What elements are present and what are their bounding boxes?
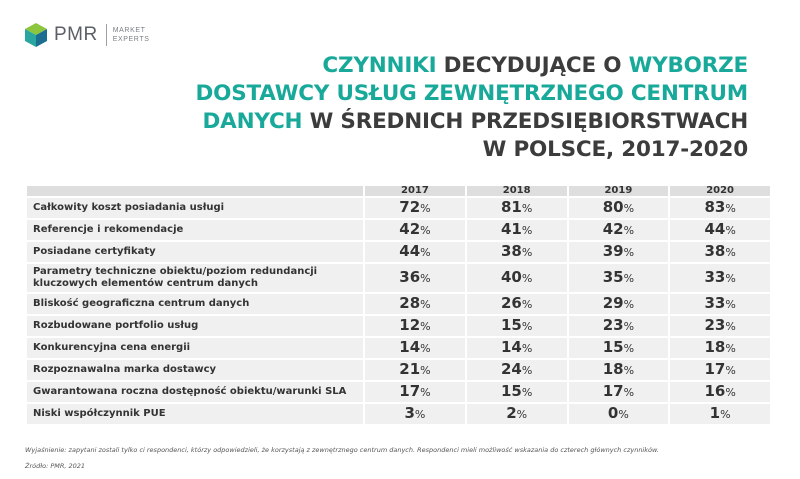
value-unit: % (521, 224, 533, 237)
value-cell (365, 220, 465, 240)
table-row (27, 338, 770, 358)
table-row (27, 382, 770, 402)
value-cell (670, 382, 770, 402)
value-cell (569, 338, 669, 358)
value-number: 42 (602, 220, 624, 238)
value-unit: % (521, 298, 533, 311)
value-unit: % (725, 272, 736, 285)
value-unit: % (623, 298, 635, 311)
value-unit: % (420, 364, 431, 377)
value-unit: % (623, 364, 635, 377)
row-label: Gwarantowana roczna dostępność obiektu/warunki SLA (27, 382, 363, 402)
value-number: 28 (399, 294, 421, 312)
pmr-logo (24, 22, 149, 48)
value-number: 24 (500, 360, 522, 378)
value-cell (569, 220, 669, 240)
value-cell (670, 242, 770, 262)
value-cell (365, 338, 465, 358)
row-label: Rozpoznawalna marka dostawcy (27, 360, 363, 380)
value-cell (569, 198, 669, 218)
value-unit: % (725, 224, 736, 237)
value-unit: % (725, 202, 736, 215)
value-number: 44 (399, 242, 421, 260)
value-unit: % (725, 320, 736, 333)
value-unit: % (521, 364, 533, 377)
table-header-row (27, 186, 770, 196)
value-unit: % (420, 386, 431, 399)
value-number: 15 (500, 316, 522, 334)
value-number: 81 (500, 198, 522, 216)
value-number: 38 (704, 242, 726, 260)
value-number: 2 (506, 404, 517, 422)
value-number: 29 (602, 294, 624, 312)
value-cell (467, 316, 567, 336)
value-cell (365, 264, 465, 292)
value-number: 14 (399, 338, 421, 356)
value-number: 41 (500, 220, 522, 238)
value-cell (670, 220, 770, 240)
value-unit: % (725, 246, 736, 259)
value-cell (365, 404, 465, 424)
value-cell (569, 404, 669, 424)
value-unit: % (725, 364, 736, 377)
value-cell (467, 382, 567, 402)
value-cell (569, 242, 669, 262)
value-number: 17 (602, 382, 624, 400)
value-number: 26 (500, 294, 522, 312)
value-number: 42 (399, 220, 421, 238)
year-header: 2017 (365, 186, 465, 196)
logo-divider (106, 24, 107, 46)
value-unit: % (618, 408, 629, 421)
row-label: Posiadane certyfikaty (27, 242, 363, 262)
table-row (27, 316, 770, 336)
value-number: 80 (602, 198, 624, 216)
table-row (27, 198, 770, 218)
value-unit: % (725, 298, 736, 311)
row-label: Referencje i rekomendacje (27, 220, 363, 240)
year-header: 2019 (569, 186, 669, 196)
value-cell (467, 294, 567, 314)
title-part-2: DECYDUJĄCE O (436, 53, 629, 78)
value-cell (365, 360, 465, 380)
value-cell (670, 338, 770, 358)
value-unit: % (420, 224, 431, 237)
value-number: 83 (704, 198, 726, 216)
value-number: 36 (399, 268, 421, 286)
table-row (27, 264, 770, 292)
row-label: Parametry techniczne obiektu/poziom redundancji kluczowych elementów centrum danych (27, 264, 363, 292)
header-label-cell (27, 186, 363, 196)
value-cell (670, 264, 770, 292)
value-cell (365, 294, 465, 314)
value-unit: % (420, 272, 431, 285)
title-part-1: CZYNNIKI (322, 53, 437, 78)
value-number: 18 (704, 338, 726, 356)
value-cell (467, 338, 567, 358)
value-unit: % (623, 202, 635, 215)
value-cell (569, 264, 669, 292)
table-row (27, 360, 770, 380)
logo-subtitle-line1: MARKET (112, 27, 146, 34)
value-unit: % (720, 408, 731, 421)
value-number: 35 (602, 268, 624, 286)
value-cell (569, 360, 669, 380)
value-cell (365, 198, 465, 218)
value-unit: % (623, 342, 635, 355)
title-part-4: W ŚREDNICH PRZEDSIĘBIORSTWACH W POLSCE, 2017-2020 (302, 109, 748, 162)
value-number: 18 (602, 360, 624, 378)
value-cell (467, 404, 567, 424)
table-row (27, 242, 770, 262)
value-cell (670, 198, 770, 218)
value-number: 17 (399, 382, 421, 400)
value-cell (670, 360, 770, 380)
value-number: 44 (704, 220, 726, 238)
value-unit: % (521, 202, 533, 215)
value-number: 38 (500, 242, 522, 260)
value-number: 14 (500, 338, 522, 356)
value-unit: % (414, 408, 426, 421)
value-cell (670, 404, 770, 424)
logo-name: PMR (54, 24, 98, 45)
title-part-3: WYBORZE DOSTAWCY USŁUG ZEWNĘTRZNEGO CENTRUM DANYCH (195, 53, 748, 134)
footnote: Wyjaśnienie: zapytani zostali tylko ci respondenci, którzy odpowiedzieli, że korzystają z zewnętrznego centrum danych. Respondenci mieli możliwość wskazania do czterech głównych czynników. (25, 446, 659, 454)
value-cell (467, 198, 567, 218)
value-unit: % (521, 272, 533, 285)
value-unit: % (725, 342, 736, 355)
row-label: Rozbudowane portfolio usług (27, 316, 363, 336)
value-number: 21 (399, 360, 421, 378)
value-number: 16 (704, 382, 726, 400)
value-number: 23 (704, 316, 726, 334)
value-unit: % (623, 386, 635, 399)
value-cell (569, 316, 669, 336)
value-number: 0 (607, 404, 619, 422)
factors-table (25, 184, 772, 426)
table-row (27, 220, 770, 240)
value-unit: % (623, 246, 635, 259)
value-number: 17 (704, 360, 726, 378)
value-cell (467, 242, 567, 262)
value-unit: % (420, 246, 431, 259)
value-unit: % (521, 320, 533, 333)
value-unit: % (623, 320, 635, 333)
value-number: 15 (602, 338, 624, 356)
value-unit: % (521, 342, 533, 355)
value-unit: % (420, 298, 431, 311)
value-number: 40 (500, 268, 522, 286)
value-cell (365, 242, 465, 262)
value-unit: % (420, 202, 431, 215)
value-cell (670, 316, 770, 336)
table-body (27, 198, 770, 424)
table-row (27, 404, 770, 424)
value-number: 33 (704, 268, 726, 286)
value-unit: % (516, 408, 528, 421)
value-number: 15 (500, 382, 522, 400)
year-header: 2018 (467, 186, 567, 196)
value-number: 1 (709, 404, 721, 422)
value-number: 12 (399, 316, 421, 334)
value-unit: % (623, 272, 635, 285)
value-cell (467, 220, 567, 240)
value-unit: % (521, 386, 533, 399)
value-cell (365, 382, 465, 402)
value-unit: % (521, 246, 533, 259)
value-unit: % (623, 224, 635, 237)
value-cell (569, 382, 669, 402)
value-number: 23 (602, 316, 624, 334)
value-unit: % (725, 386, 736, 399)
row-label: Bliskość geograficzna centrum danych (27, 294, 363, 314)
value-number: 39 (602, 242, 624, 260)
table-row (27, 294, 770, 314)
row-label: Niski współczynnik PUE (27, 404, 363, 424)
logo-subtitle (113, 26, 150, 44)
value-number: 72 (399, 198, 421, 216)
value-cell (365, 316, 465, 336)
value-cell (569, 294, 669, 314)
page-title (188, 52, 748, 164)
cube-logo-icon (24, 22, 48, 48)
value-number: 33 (704, 294, 726, 312)
year-header: 2020 (670, 186, 770, 196)
value-cell (467, 360, 567, 380)
logo-subtitle-line2: EXPERTS (112, 36, 150, 43)
value-cell (670, 294, 770, 314)
row-label: Całkowity koszt posiadania usługi (27, 198, 363, 218)
value-number: 3 (404, 404, 415, 422)
value-unit: % (420, 320, 431, 333)
source-note: Źródło: PMR, 2021 (25, 462, 86, 470)
row-label: Konkurencyjna cena energii (27, 338, 363, 358)
value-unit: % (420, 342, 431, 355)
value-cell (467, 264, 567, 292)
